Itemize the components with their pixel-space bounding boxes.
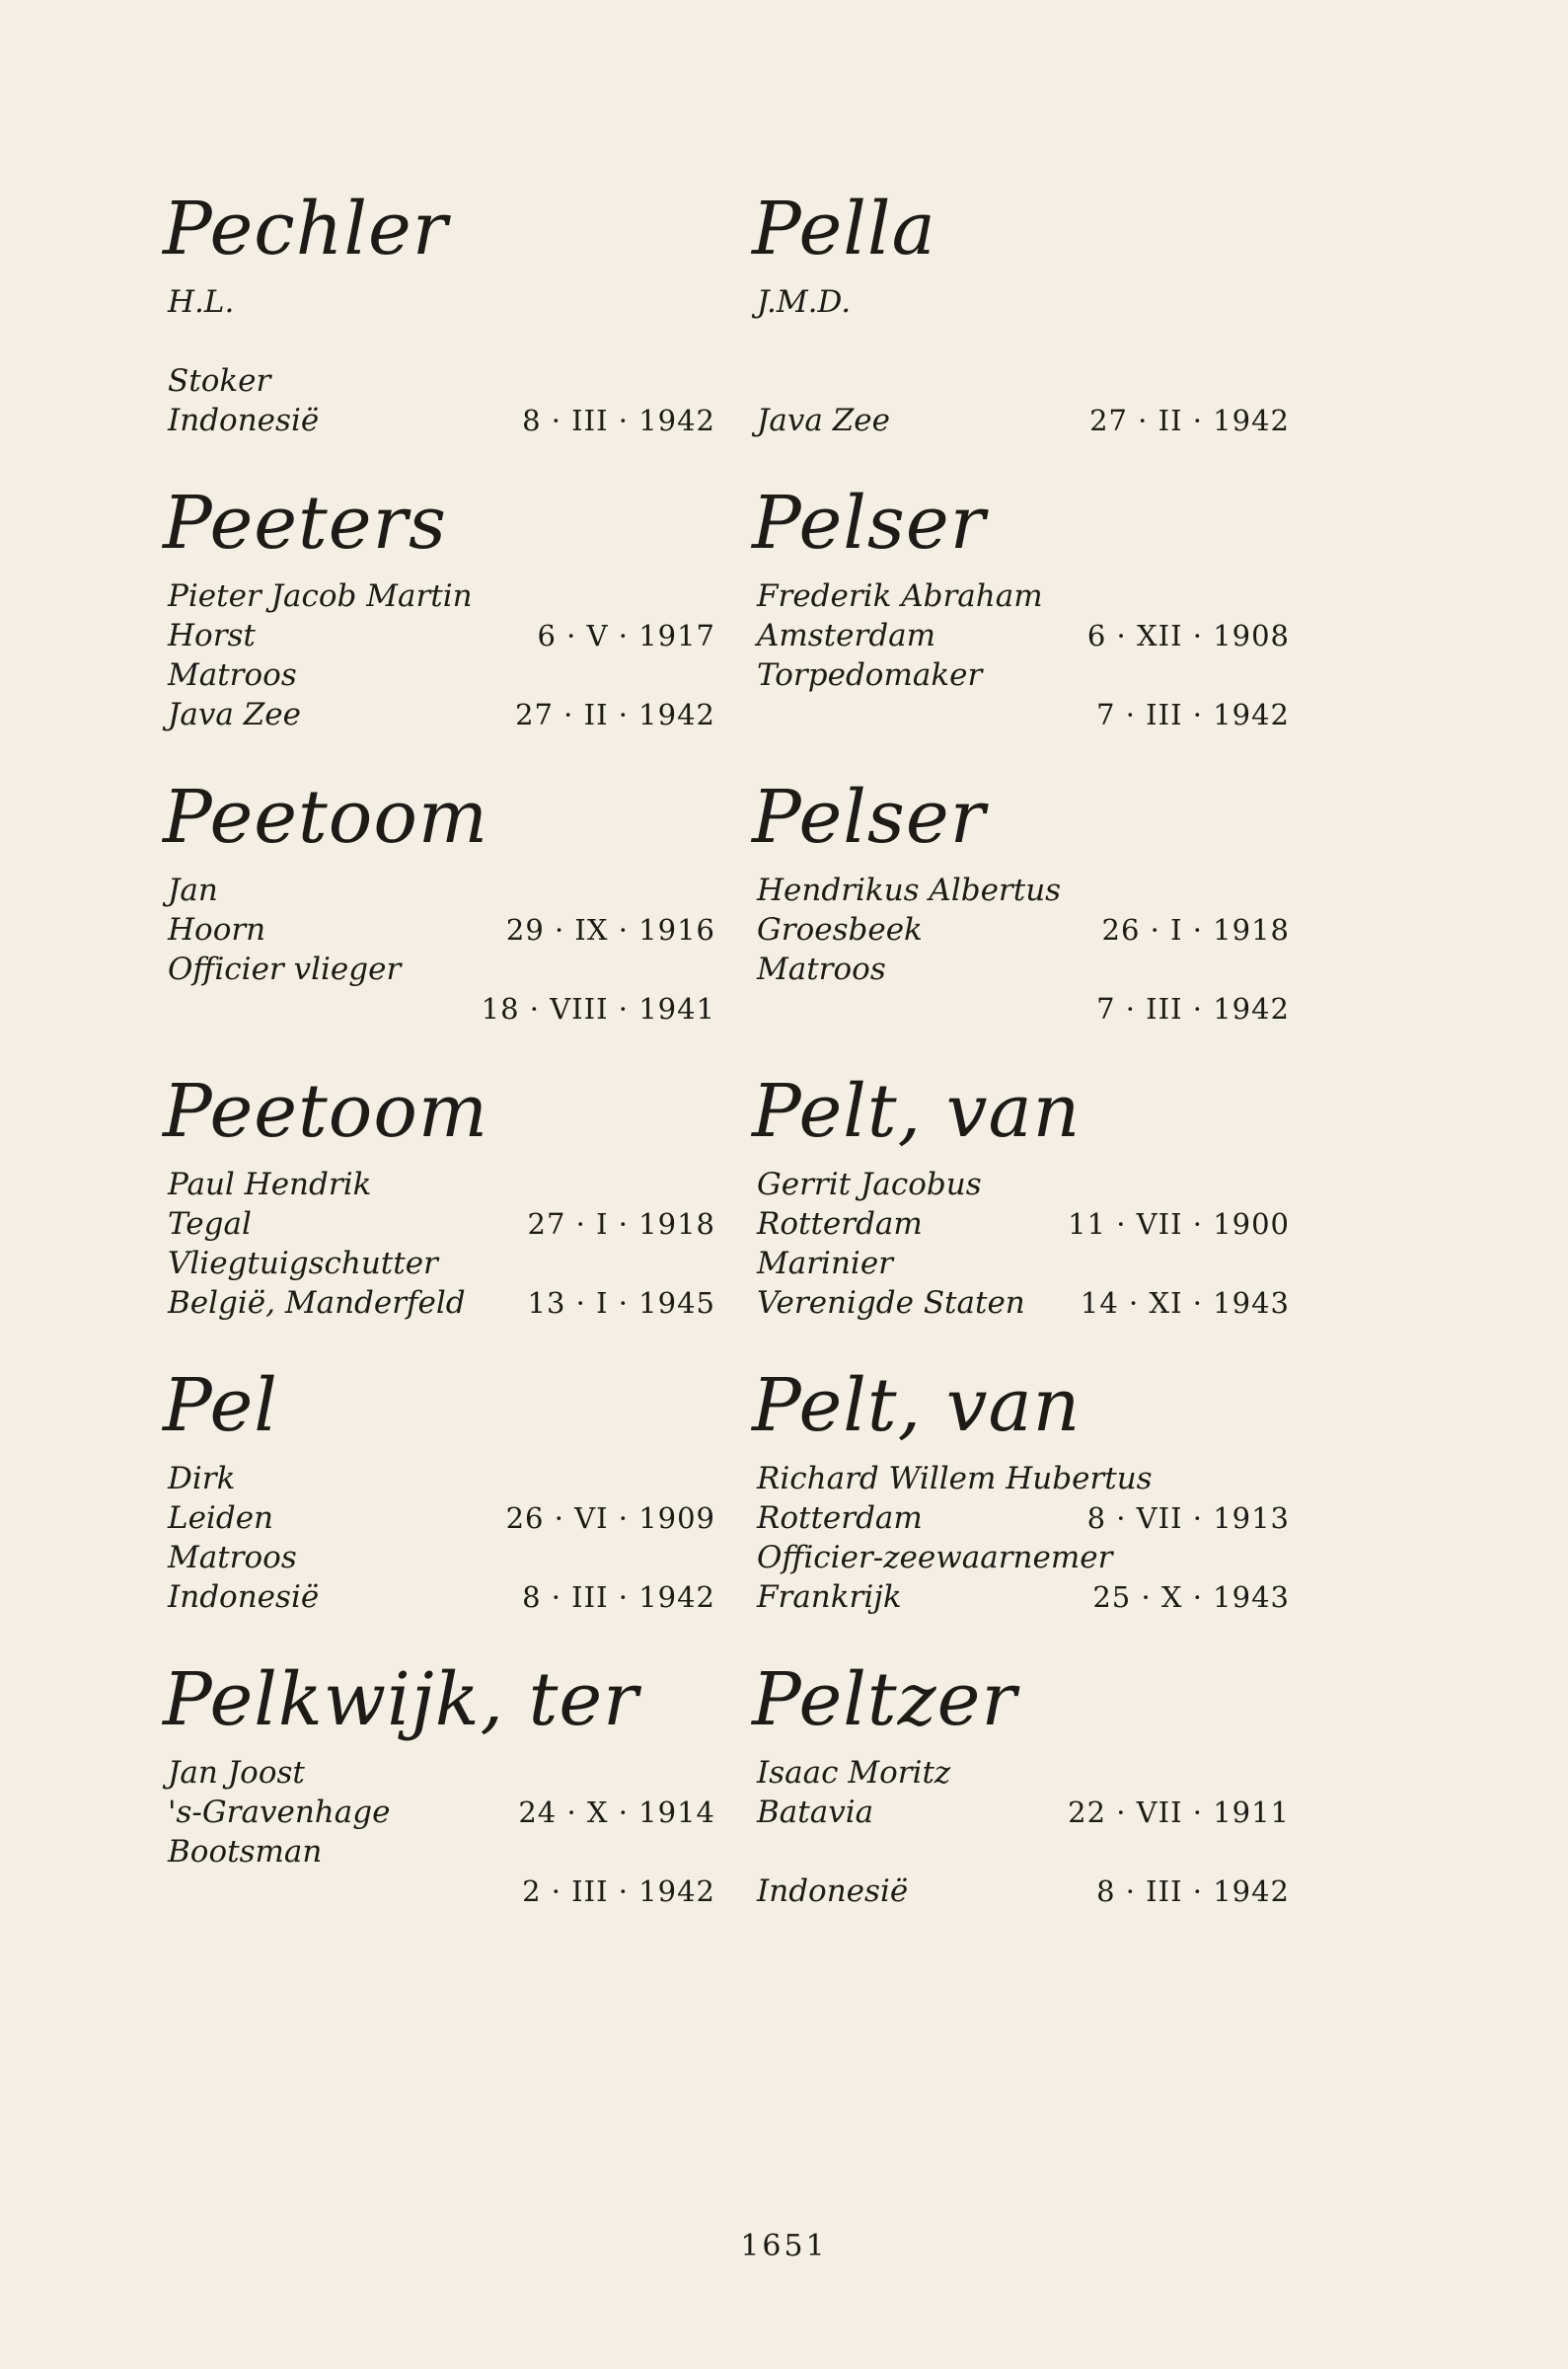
- given-names: Pieter Jacob Martin: [168, 578, 473, 614]
- given-names-line: [752, 1753, 1290, 1793]
- rank-line: [752, 1244, 1290, 1283]
- memorial-entry: [752, 482, 1290, 776]
- rank-line: [163, 1244, 715, 1283]
- given-names: Isaac Moritz: [757, 1755, 951, 1791]
- death-line: [752, 1283, 1290, 1323]
- memorial-entry: [752, 1658, 1290, 1952]
- death-line: [752, 1577, 1290, 1617]
- birth-place: Batavia: [757, 1795, 874, 1830]
- memorial-entry: [163, 776, 715, 1070]
- birth-date: 24 · X · 1914: [518, 1796, 715, 1829]
- death-line: [163, 401, 715, 440]
- death-date: 8 · III · 1942: [522, 1580, 715, 1614]
- given-names-line: [752, 1459, 1290, 1498]
- given-names-line: [752, 871, 1290, 910]
- given-names: Frederik Abraham: [757, 578, 1043, 614]
- death-date: 27 · II · 1942: [515, 698, 715, 731]
- memorial-entry: [752, 1070, 1290, 1364]
- rank: Matroos: [757, 952, 886, 987]
- given-names-line: [752, 1165, 1290, 1204]
- page-number: 1651: [740, 2229, 828, 2263]
- given-names: Hendrikus Albertus: [757, 873, 1062, 908]
- death-place: Java Zee: [757, 403, 890, 438]
- rank-line: [752, 1832, 1290, 1872]
- given-names: H.L.: [168, 284, 235, 320]
- death-date: 18 · VIII · 1941: [481, 992, 715, 1026]
- birth-place: 's-Gravenhage: [168, 1795, 391, 1830]
- rank-line: [752, 950, 1290, 989]
- death-line: [752, 401, 1290, 440]
- birth-line: [163, 616, 715, 655]
- birth-line: [752, 322, 1290, 361]
- birth-place: Hoorn: [168, 912, 266, 948]
- surname: Pechler: [163, 187, 449, 271]
- given-names: Dirk: [168, 1461, 236, 1496]
- rank-line: [163, 950, 715, 989]
- rank: Officier-zeewaarnemer: [757, 1540, 1113, 1575]
- surname: Pella: [752, 187, 936, 271]
- memorial-entry: [752, 776, 1290, 1070]
- birth-place: Tegal: [168, 1206, 252, 1242]
- surname: Peeters: [163, 481, 447, 566]
- birth-line: [752, 1793, 1290, 1832]
- memorial-entry: [163, 188, 715, 482]
- given-names-line: [752, 576, 1290, 616]
- memorial-entry: [163, 482, 715, 776]
- given-names-line: [163, 282, 715, 322]
- birth-place: Rotterdam: [757, 1206, 923, 1242]
- memorial-entry: [163, 1070, 715, 1364]
- birth-line: [752, 1498, 1290, 1538]
- surname: Pelser: [752, 481, 987, 566]
- rank-line: [163, 1538, 715, 1577]
- given-names-line: [163, 1753, 715, 1793]
- surname: Pelkwijk, ter: [163, 1657, 639, 1742]
- birth-line: [163, 1793, 715, 1832]
- birth-date: 26 · VI · 1909: [505, 1501, 715, 1535]
- rank-line: [752, 1538, 1290, 1577]
- given-names-line: [752, 282, 1290, 322]
- death-place: Indonesië: [168, 1579, 320, 1615]
- given-names-line: [163, 576, 715, 616]
- rank-line: [163, 1832, 715, 1872]
- death-date: 7 · III · 1942: [1096, 698, 1290, 731]
- death-line: [163, 1872, 715, 1911]
- birth-line: [163, 322, 715, 361]
- given-names: Paul Hendrik: [168, 1167, 372, 1202]
- given-names-line: [163, 1165, 715, 1204]
- death-place: Java Zee: [168, 697, 301, 732]
- surname: Pelser: [752, 775, 987, 860]
- birth-line: [163, 1498, 715, 1538]
- rank-line: [752, 361, 1290, 401]
- birth-line: [752, 616, 1290, 655]
- death-line: [163, 1577, 715, 1617]
- rank-line: [163, 361, 715, 401]
- birth-place: Horst: [168, 618, 256, 653]
- death-date: 7 · III · 1942: [1096, 992, 1290, 1026]
- death-date: 27 · II · 1942: [1089, 404, 1290, 437]
- birth-date: 26 · I · 1918: [1101, 913, 1290, 947]
- given-names-line: [163, 1459, 715, 1498]
- rank: Officier vlieger: [168, 952, 402, 987]
- rank: Vliegtuigschutter: [168, 1246, 438, 1281]
- death-line: [752, 1872, 1290, 1911]
- surname: Pelt, van: [752, 1069, 1082, 1154]
- death-place: België, Manderfeld: [168, 1285, 466, 1321]
- birth-date: 29 · IX · 1916: [505, 913, 715, 947]
- birth-line: [163, 910, 715, 950]
- given-names: J.M.D.: [757, 284, 852, 320]
- death-date: 25 · X · 1943: [1092, 1580, 1290, 1614]
- given-names: Gerrit Jacobus: [757, 1167, 982, 1202]
- birth-place: Amsterdam: [757, 618, 936, 653]
- rank: Matroos: [168, 1540, 297, 1575]
- birth-place: Leiden: [168, 1500, 274, 1536]
- rank: Bootsman: [168, 1834, 323, 1870]
- given-names: Jan: [168, 873, 218, 908]
- death-date: 8 · III · 1942: [522, 404, 715, 437]
- birth-line: [752, 910, 1290, 950]
- birth-place: Rotterdam: [757, 1500, 923, 1536]
- birth-line: [163, 1204, 715, 1244]
- death-place: Verenigde Staten: [757, 1285, 1025, 1321]
- death-date: 2 · III · 1942: [522, 1874, 715, 1908]
- rank: Stoker: [168, 363, 271, 399]
- birth-date: 6 · XII · 1908: [1086, 619, 1290, 652]
- rank-line: [752, 655, 1290, 695]
- left-column: [163, 188, 715, 1952]
- death-date: 13 · I · 1945: [527, 1286, 715, 1320]
- given-names: Jan Joost: [168, 1755, 305, 1791]
- surname: Pelt, van: [752, 1363, 1082, 1448]
- birth-place: Groesbeek: [757, 912, 923, 948]
- birth-date: 22 · VII · 1911: [1068, 1796, 1290, 1829]
- memorial-entry: [163, 1658, 715, 1952]
- death-line: [163, 695, 715, 734]
- memorial-entry: [752, 188, 1290, 482]
- death-place: Frankrijk: [757, 1579, 902, 1615]
- birth-date: 6 · V · 1917: [537, 619, 715, 652]
- birth-date: 27 · I · 1918: [527, 1207, 715, 1241]
- rank: Marinier: [757, 1246, 894, 1281]
- birth-date: 11 · VII · 1900: [1068, 1207, 1290, 1241]
- birth-line: [752, 1204, 1290, 1244]
- death-line: [752, 989, 1290, 1029]
- given-names-line: [163, 871, 715, 910]
- death-line: [163, 1283, 715, 1323]
- surname: Peltzer: [752, 1657, 1017, 1742]
- surname: Peetoom: [163, 775, 489, 860]
- birth-date: 8 · VII · 1913: [1086, 1501, 1290, 1535]
- death-line: [163, 989, 715, 1029]
- rank-line: [163, 655, 715, 695]
- surname: Peetoom: [163, 1069, 489, 1154]
- death-date: 14 · XI · 1943: [1080, 1286, 1290, 1320]
- death-line: [752, 695, 1290, 734]
- rank: Matroos: [168, 657, 297, 693]
- surname: Pel: [163, 1363, 278, 1448]
- memorial-entry: [163, 1364, 715, 1658]
- death-place: Indonesië: [168, 403, 320, 438]
- death-place: Indonesië: [757, 1873, 909, 1909]
- right-column: [752, 188, 1290, 1952]
- rank: Torpedomaker: [757, 657, 983, 693]
- death-date: 8 · III · 1942: [1096, 1874, 1290, 1908]
- given-names: Richard Willem Hubertus: [757, 1461, 1153, 1496]
- memorial-entry: [752, 1364, 1290, 1658]
